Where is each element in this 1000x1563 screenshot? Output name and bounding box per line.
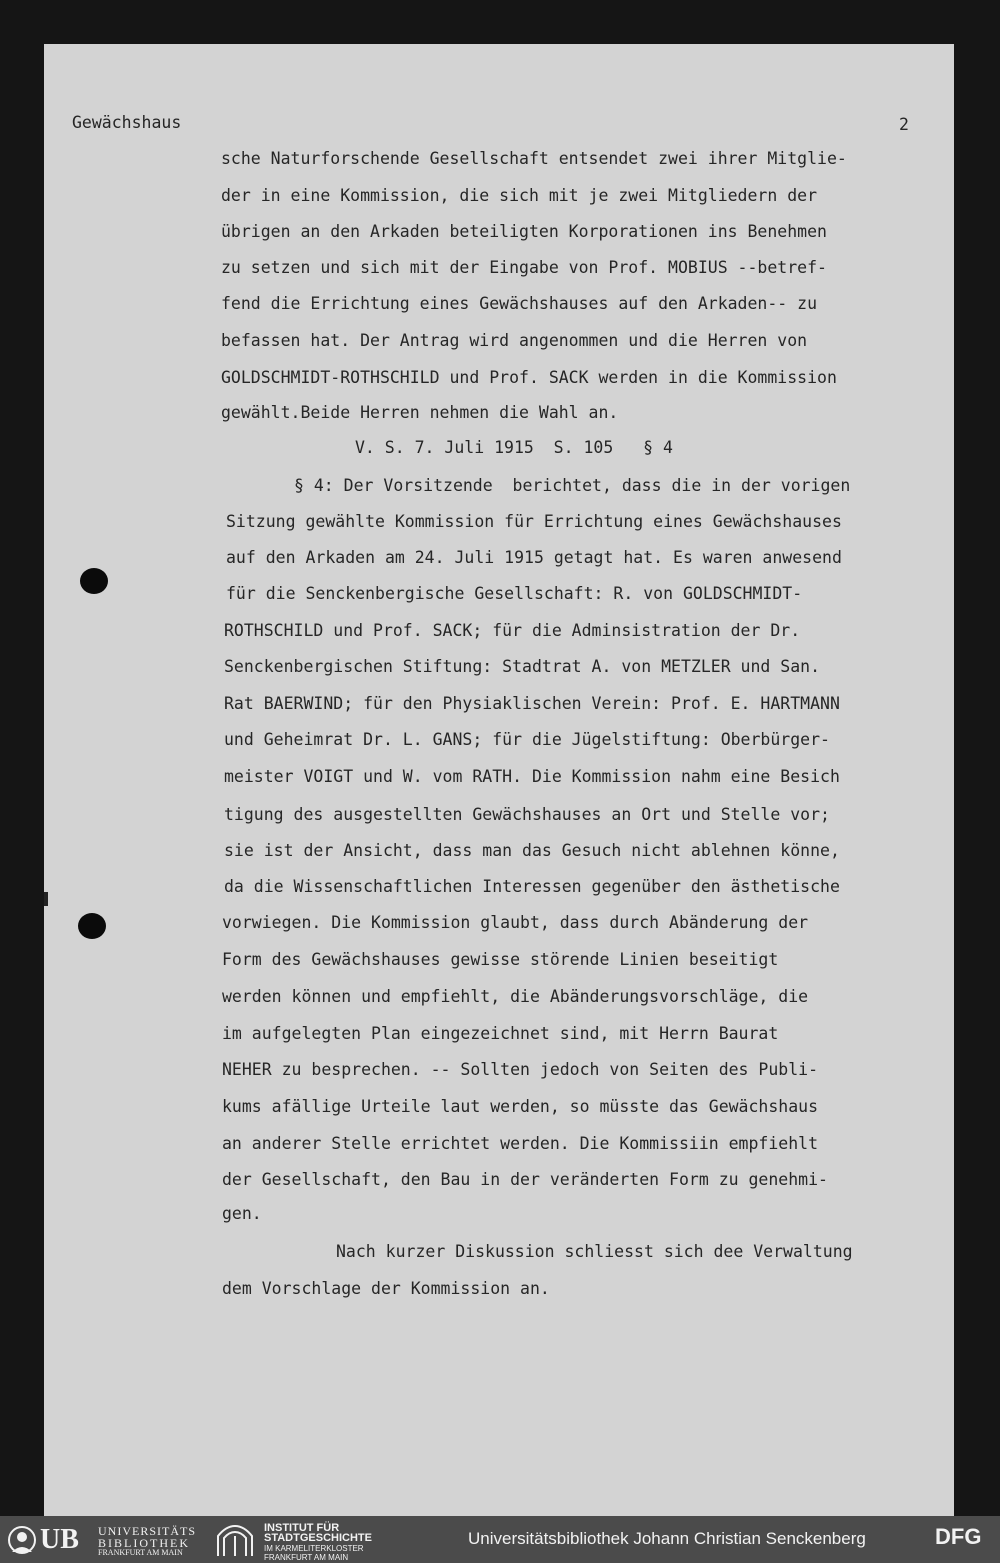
text-line: zu setzen und sich mit der Eingabe von Prof. MOBIUS --betref-	[221, 258, 827, 277]
text-line: sie ist der Ansicht, dass man das Gesuch nicht ablehnen könne,	[224, 841, 840, 860]
margin-mark	[44, 892, 48, 906]
text-line: Rat BAERWIND; für den Physiaklischen Verein: Prof. E. HARTMANN	[224, 694, 840, 713]
text-line: Senckenbergischen Stiftung: Stadtrat A. von METZLER und San.	[224, 657, 821, 676]
text-line: für die Senckenbergische Gesellschaft: R. von GOLDSCHMIDT-	[226, 584, 803, 603]
text-line: ROTHSCHILD und Prof. SACK; für die Adminsistration der Dr.	[224, 621, 801, 640]
text-line: § 4: Der Vorsitzende berichtet, dass die in der vorigen	[294, 476, 851, 495]
ub-logo-block[interactable]	[4, 1524, 204, 1556]
text-line: vorwiegen. Die Kommission glaubt, dass durch Abänderung der	[222, 913, 809, 932]
text-line: an anderer Stelle errichtet werden. Die Kommissiin empfiehlt	[222, 1134, 819, 1153]
dfg-logo[interactable]: DFG	[935, 1524, 982, 1549]
ifs-line1: INSTITUT FÜR	[264, 1522, 340, 1534]
text-line: fend die Errichtung eines Gewächshauses auf den Arkaden-- zu	[221, 294, 818, 313]
ifs-line3: IM KARMELITERKLOSTER	[264, 1544, 364, 1553]
text-line: meister VOIGT und W. vom RATH. Die Kommission nahm eine Besich	[224, 767, 840, 786]
ifs-emblem-icon[interactable]	[214, 1524, 256, 1556]
text-line: Nach kurzer Diskussion schliesst sich dee Verwaltung	[336, 1242, 853, 1261]
text-line: der Gesellschaft, den Bau in der veränderten Form zu genehmi-	[222, 1170, 828, 1189]
ub-line2: BIBLIOTHEK	[98, 1536, 190, 1550]
text-line: kums afällige Urteile laut werden, so müsste das Gewächshaus	[222, 1097, 819, 1116]
text-line: tigung des ausgestellten Gewächshauses an Ort und Stelle vor;	[224, 805, 830, 824]
page-number: 2	[899, 115, 909, 134]
text-line: Form des Gewächshauses gewisse störende Linien beseitigt	[222, 950, 779, 969]
ifs-line2: STADTGESCHICHTE	[264, 1532, 372, 1544]
text-line: dem Vorschlage der Kommission an.	[222, 1279, 550, 1298]
text-line: auf den Arkaden am 24. Juli 1915 getagt hat. Es waren anwesend	[226, 548, 842, 567]
text-line: der in eine Kommission, die sich mit je zwei Mitgliedern der	[221, 186, 818, 205]
ifs-line4: FRANKFURT AM MAIN	[264, 1553, 349, 1562]
ub-emblem-icon	[4, 1524, 44, 1556]
text-line: befassen hat. Der Antrag wird angenommen und die Herren von	[221, 331, 808, 350]
text-line: da die Wissenschaftlichen Interessen gegenüber den ästhetische	[224, 877, 840, 896]
ub-logo	[4, 1524, 94, 1556]
library-title-link[interactable]: Universitätsbibliothek Johann Christian Senckenberg	[468, 1529, 866, 1548]
text-line: gen.	[222, 1204, 262, 1223]
text-line: werden können und empfiehlt, die Abänderungsvorschläge, die	[222, 987, 809, 1006]
punch-hole-top	[80, 568, 108, 594]
text-line: im aufgelegten Plan eingezeichnet sind, mit Herrn Baurat	[222, 1024, 779, 1043]
header-left: Gewächshaus	[72, 113, 182, 132]
text-line: sche Naturforschende Gesellschaft entsendet zwei ihrer Mitglie-	[221, 149, 847, 168]
text-line: NEHER zu besprechen. -- Sollten jedoch von Seiten des Publi-	[222, 1060, 819, 1079]
text-line: Sitzung gewählte Kommission für Errichtung eines Gewächshauses	[226, 512, 842, 531]
text-line: übrigen an den Arkaden beteiligten Korporationen ins Benehmen	[221, 222, 827, 241]
text-line: GOLDSCHMIDT-ROTHSCHILD und Prof. SACK werden in die Kommission	[221, 368, 837, 387]
text-line: und Geheimrat Dr. L. GANS; für die Jügelstiftung: Oberbürger-	[224, 730, 830, 749]
section-reference: V. S. 7. Juli 1915 S. 105 § 4	[355, 438, 673, 457]
ub-logo-text: UB	[40, 1524, 79, 1555]
text-line: gewählt.Beide Herren nehmen die Wahl an.	[221, 403, 619, 422]
ub-line1: UNIVERSITÄTS	[98, 1524, 196, 1538]
ub-line3: FRANKFURT AM MAIN	[98, 1548, 183, 1557]
punch-hole-bottom	[78, 913, 106, 939]
